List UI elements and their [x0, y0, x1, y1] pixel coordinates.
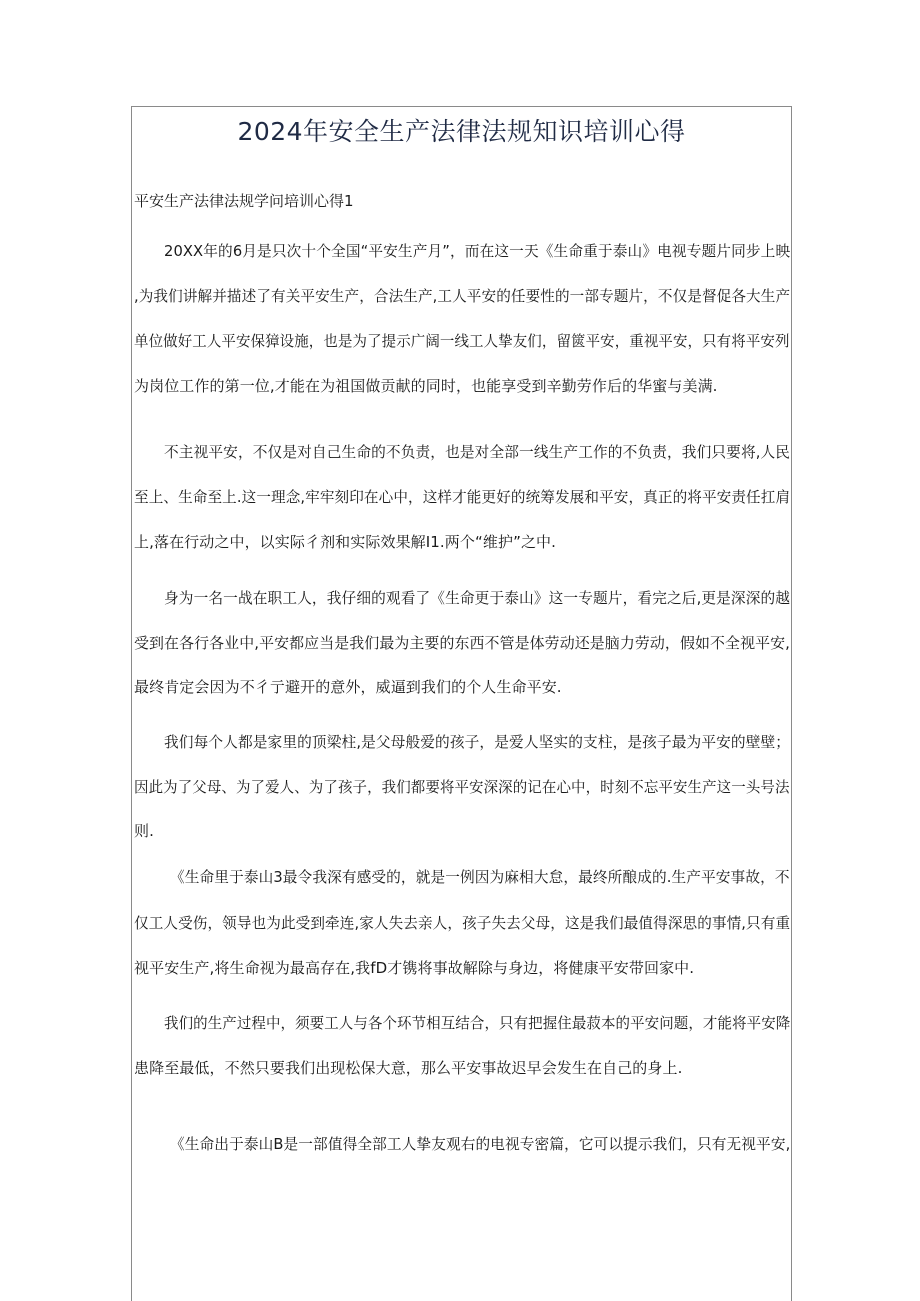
paragraph-line: 因此为了父母、为了爱人、为了孩子，我们都要将平安深深的记在心中，时刻不忘平安生产这一头号法: [134, 778, 790, 796]
section-heading: 平安生产法律法规学问培训心得1: [134, 192, 354, 210]
paragraph-line: ,为我们讲解并描述了有关平安生产，合法生产,工人平安的任要性的一部专题片，不仅是督促各大生产: [134, 287, 791, 305]
paragraph-line: 20XX年的6月是只次十个全国“平安生产月”，而在这一天《生命重于泰山》电视专题片同步上映: [164, 242, 791, 260]
paragraph-line: 则.: [134, 822, 154, 840]
document-title: 2024年安全生产法律法规知识培训心得: [237, 117, 686, 146]
paragraph-line: 上,落在行动之中，以实际彳剂和实际效果解I1.两个“维护”之中.: [134, 533, 557, 551]
paragraph-line: 视平安生产,将生命视为最高存在,我fD才镌将事故解除与身边，将健康平安带回家中.: [134, 959, 695, 977]
paragraph-line: 最终肯定会因为不彳亍避开的意外，威逼到我们的个人生命平安.: [134, 678, 562, 696]
paragraph-line: 单位做好工人平安保獐设施，也是为了提示广阔一线工人挚友们，留篋平安，重视平安，只有将平安列: [134, 332, 790, 350]
paragraph-line: 患降至最低，不然只要我们出现松保大意，那么平安事故迟早会发生在自己的身上.: [134, 1059, 683, 1077]
paragraph-line: 不主视平安，不仅是对自己生命的不负责，也是对全部一线生产工作的不负责，我们只要将,人民: [164, 443, 791, 461]
paragraph-line: 《生命里于泰山3最令我深有感受的，就是一例因为麻相大怠，最终所酿成的.生产平安事故，不: [170, 868, 790, 886]
paragraph-line: 为岗位工作的第一位,才能在为祖国做贡献的同时，也能享受到辛勤劳作后的华蜜与美满.: [134, 377, 718, 395]
paragraph-line: 仅工人受伤，领导也为此受到牵连,家人失去亲人，孩子失去父母，这是我们最值得深思的事情,只有重: [134, 914, 791, 932]
paragraph-line: 《生命出于泰山B是一部值得全部工人挚友观右的电视专密篇，它可以提示我们，只有无视平安,: [170, 1135, 791, 1153]
paragraph-line: 我们每个人都是家里的顶梁柱,是父母般爱的孩子，是爱人坚实的支柱，是孩子最为平安的壁壁；: [164, 733, 791, 751]
paragraph-line: 至上、生命至上.这一理念,牢牢刻印在心中，这样才能更好的统筹发展和平安，真正的将平安责任扛肩: [134, 488, 791, 506]
paragraph-line: 受到在各行各业中,平安都应当是我们最为主要的东西不管是体劳动还是脑力劳动，假如不全视平安,: [134, 634, 791, 652]
paragraph-line: 身为一名一战在职工人，我仔细的观看了《生命更于泰山》这一专题片，看完之后,更是深深的越: [164, 589, 791, 607]
paragraph-line: 我们的生产过程中，须要工人与各个环节相互结合，只有把握住最菽本的平安问题，才能将平安降: [164, 1014, 791, 1032]
